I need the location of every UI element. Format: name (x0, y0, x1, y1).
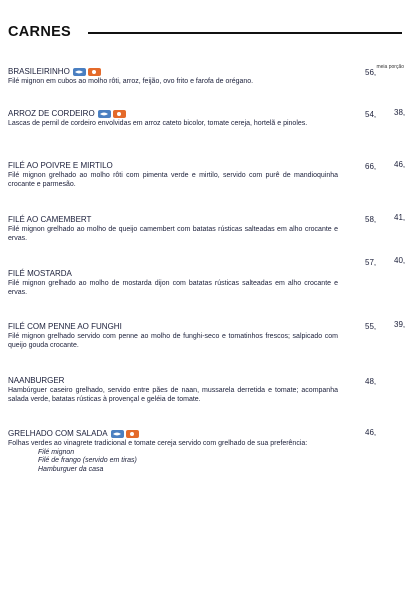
section-title: CARNES (8, 24, 72, 40)
item-price: 55, (365, 322, 377, 331)
menu-item-arroz-de-cordeiro (8, 108, 412, 129)
item-name: GRELHADO COM SALADA (8, 429, 108, 438)
item-description: Filé mignon em cubos ao molho rôti, arroz, feijão, ovo frito e farofa de orégano. (8, 78, 254, 85)
item-description: Filé mignon grelhado ao molho rôti com pimenta verde e mirtilo, servido com purê de mandioquinha crocante e parmesão. (8, 172, 338, 188)
option-item: Filé mignon (38, 448, 75, 456)
item-description: Filé mignon grelhado ao molho de mostarda dijon com batatas rústicas salteadas em alho crocante e ervas. (8, 280, 338, 296)
orange-icon (126, 430, 139, 438)
item-name: ARROZ DE CORDEIRO (8, 109, 95, 118)
item-name: FILÉ COM PENNE AO FUNGHI (8, 322, 122, 331)
item-name: FILÉ AO CAMEMBERT (8, 215, 92, 224)
menu-item-naanburger (8, 375, 412, 404)
item-description: Hambúrguer caseiro grelhado, servido entre pães de naan, mussarela derretida e tomate; acompanha salada verde, batatas rústicas à provençal e geléia de tomate. (8, 387, 338, 403)
menu-item-file-mostarda (8, 256, 412, 297)
item-price: 54, (365, 110, 377, 119)
item-name: NAANBURGER (8, 376, 65, 385)
section-header (8, 24, 412, 70)
item-description: Filé mignon grelhado servido com penne ao molho de funghi-seco e tomatinhos frescos; salpicado com queijo gouda crocante. (8, 333, 338, 349)
item-price: 46, (365, 428, 377, 437)
item-half-price: 40, (394, 256, 406, 265)
item-half-price: 46, (394, 160, 406, 169)
menu-item-grelhado-com-salada (8, 428, 412, 474)
item-half-price: 41, (394, 213, 406, 222)
item-name: BRASILEIRINHO (8, 67, 70, 76)
item-price: 58, (365, 215, 377, 224)
item-price: 48, (365, 377, 377, 386)
menu-item-brasileirinho (8, 66, 412, 87)
item-name: FILÉ AO POIVRE E MIRTILO (8, 161, 113, 170)
blue-icon (111, 430, 124, 438)
orange-icon (88, 68, 101, 76)
menu-item-file-com-penne-ao-funghi (8, 321, 412, 350)
item-half-price: 38, (394, 108, 406, 117)
item-price: 56, (365, 68, 377, 77)
item-description: Lascas de pernil de cordeiro envolvidas em arroz cateto bicolor, tomate cereja, hortelã e pinoles. (8, 120, 308, 127)
option-list (8, 449, 412, 475)
option-item: Filé de frango (servido em tiras) (38, 457, 137, 465)
item-price: 57, (365, 258, 377, 267)
orange-icon (113, 110, 126, 118)
item-half-price: 39, (394, 320, 406, 329)
item-name: FILÉ MOSTARDA (8, 269, 72, 278)
item-description: Folhas verdes ao vinagrete tradicional e tomate cereja servido com grelhado de sua preferência: (8, 440, 308, 447)
blue-icon (98, 110, 111, 118)
half-portion-column-label: meia porção (376, 64, 404, 70)
menu-item-file-ao-poivre-e-mirtilo (8, 160, 412, 189)
item-price: 66, (365, 162, 377, 171)
header-divider (88, 32, 402, 34)
option-item: Hamburguer da casa (38, 465, 104, 473)
blue-icon (73, 68, 86, 76)
menu-item-file-ao-camembert (8, 214, 412, 243)
item-description: Filé mignon grelhado ao molho de queijo camembert com batatas rústicas salteadas em alho crocante e ervas. (8, 226, 338, 242)
